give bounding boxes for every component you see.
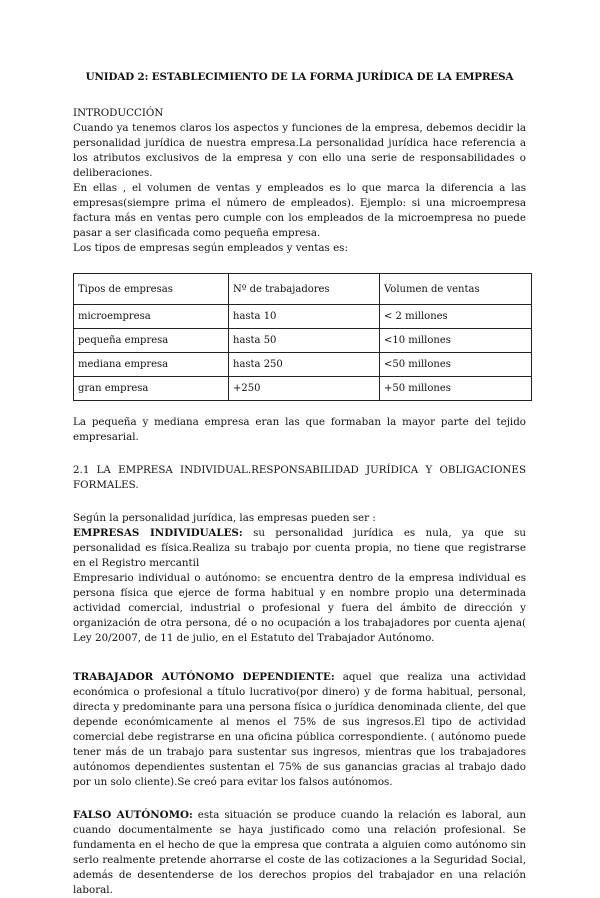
table-row [74, 305, 532, 329]
table-cell: mediana empresa [74, 353, 229, 377]
section-lead: Según la personalidad jurídica, las empresas pueden ser : [73, 512, 376, 524]
individual-paragraph [73, 526, 526, 571]
intro-paragraph-3: Los tipos de empresas según empleados y ventas es: [73, 242, 348, 254]
intro-heading: INTRODUCCIÓN [73, 107, 164, 119]
table-cell: microempresa [74, 305, 229, 329]
table-row [74, 329, 532, 353]
trade-paragraph [73, 670, 526, 790]
table-cell: gran empresa [74, 377, 229, 401]
table-cell: pequeña empresa [74, 329, 229, 353]
table-cell: hasta 250 [229, 353, 380, 377]
intro-paragraph-1: Cuando ya tenemos claros los aspectos y funciones de la empresa, debemos decidir la personalidad jurídica de nuestra empresa.La personalidad jurídica hace referencia a los atributos exclusivos de la empresa y con ello una serie de responsabilidades o deliberaciones. [73, 122, 526, 179]
table-row [74, 377, 532, 401]
table-cell: <50 millones [380, 353, 532, 377]
table-cell: < 2 millones [380, 305, 532, 329]
table-cell: +250 [229, 377, 380, 401]
section-heading: 2.1 LA EMPRESA INDIVIDUAL.RESPONSABILIDAD JURÍDICA Y OBLIGACIONES FORMALES. [73, 464, 526, 491]
table-header-cell: Tipos de empresas [74, 274, 229, 305]
after-table-paragraph: La pequeña y mediana empresa eran las que formaban la mayor parte del tejido empresarial. [73, 416, 526, 443]
table-header-row [74, 274, 532, 305]
company-types-table [73, 273, 532, 401]
table-cell: +50 millones [380, 377, 532, 401]
trade-text: aquel que realiza una actividad económica o profesional a título lucrativo(por dinero) y de forma habitual, personal, directa y predominante para una persona física o jurídica denominada cliente, del que depende económicamente al menos el 75% de sus ingresos.El tipo de actividad comercial debe registrarse en una oficina pública correspondiente. ( autónomo puede tener más de un trabajo para sustentar sus ingresos, mientras que los trabajadores autónomos dependientes sustentan el 75% de sus ganancias gracias al trabajo dado por un solo cliente).Se creó para evitar los falsos autónomos. [73, 671, 526, 788]
table-header-cell: Nº de trabajadores [229, 274, 380, 305]
table-cell: <10 millones [380, 329, 532, 353]
falso-term: FALSO AUTÓNOMO: [73, 809, 193, 821]
autonomo-paragraph: Empresario individual o autónomo: se encuentra dentro de la empresa individual es persona física que ejerce de forma habitual y en nombre propio una determinada actividad comercial, industrial o profesional y fuera del ámbito de dirección y organización de otra persona, dé o no ocupación a los trabajadores por cuenta ajena( Ley 20/2007, de 11 de julio, en el Estatuto del Trabajador Autónomo. [73, 572, 526, 644]
falso-paragraph [73, 808, 526, 898]
individual-term: EMPRESAS INDIVIDUALES: [73, 527, 243, 539]
page-title: UNIDAD 2: ESTABLECIMIENTO DE LA FORMA JURÍDICA DE LA EMPRESA [85, 71, 514, 83]
intro-paragraph-2: En ellas , el volumen de ventas y empleados es lo que marca la diferencia a las empresas(siempre prima el número de empleados). Ejemplo: si una microempresa factura más en ventas pero cumple con los empleados de la microempresa no puede pasar a ser clasificada como pequeña empresa. [73, 182, 526, 239]
individual-text: su personalidad jurídica es nula, ya que su personalidad es física.Realiza su trabajo por cuenta propia, no tiene que registrarse en el Registro mercantil [73, 527, 527, 569]
table-header-cell: Volumen de ventas [380, 274, 532, 305]
table-cell: hasta 50 [229, 329, 380, 353]
table-row [74, 353, 532, 377]
table-cell: hasta 10 [229, 305, 380, 329]
trade-term: TRABAJADOR AUTÓNOMO DEPENDIENTE: [73, 671, 335, 683]
document-page [73, 70, 526, 898]
falso-text: esta situación se produce cuando la relación es laboral, aun cuando documentalmente se haya justificado como una relación profesional. Se fundamenta en el hecho de que la empresa que contrata a alguien como autónomo sin serlo realmente pretende ahorrarse el coste de las cotizaciones a la Seguridad Social, además de desentenderse de los derechos propios del trabajador en una relación laboral. [73, 809, 527, 896]
